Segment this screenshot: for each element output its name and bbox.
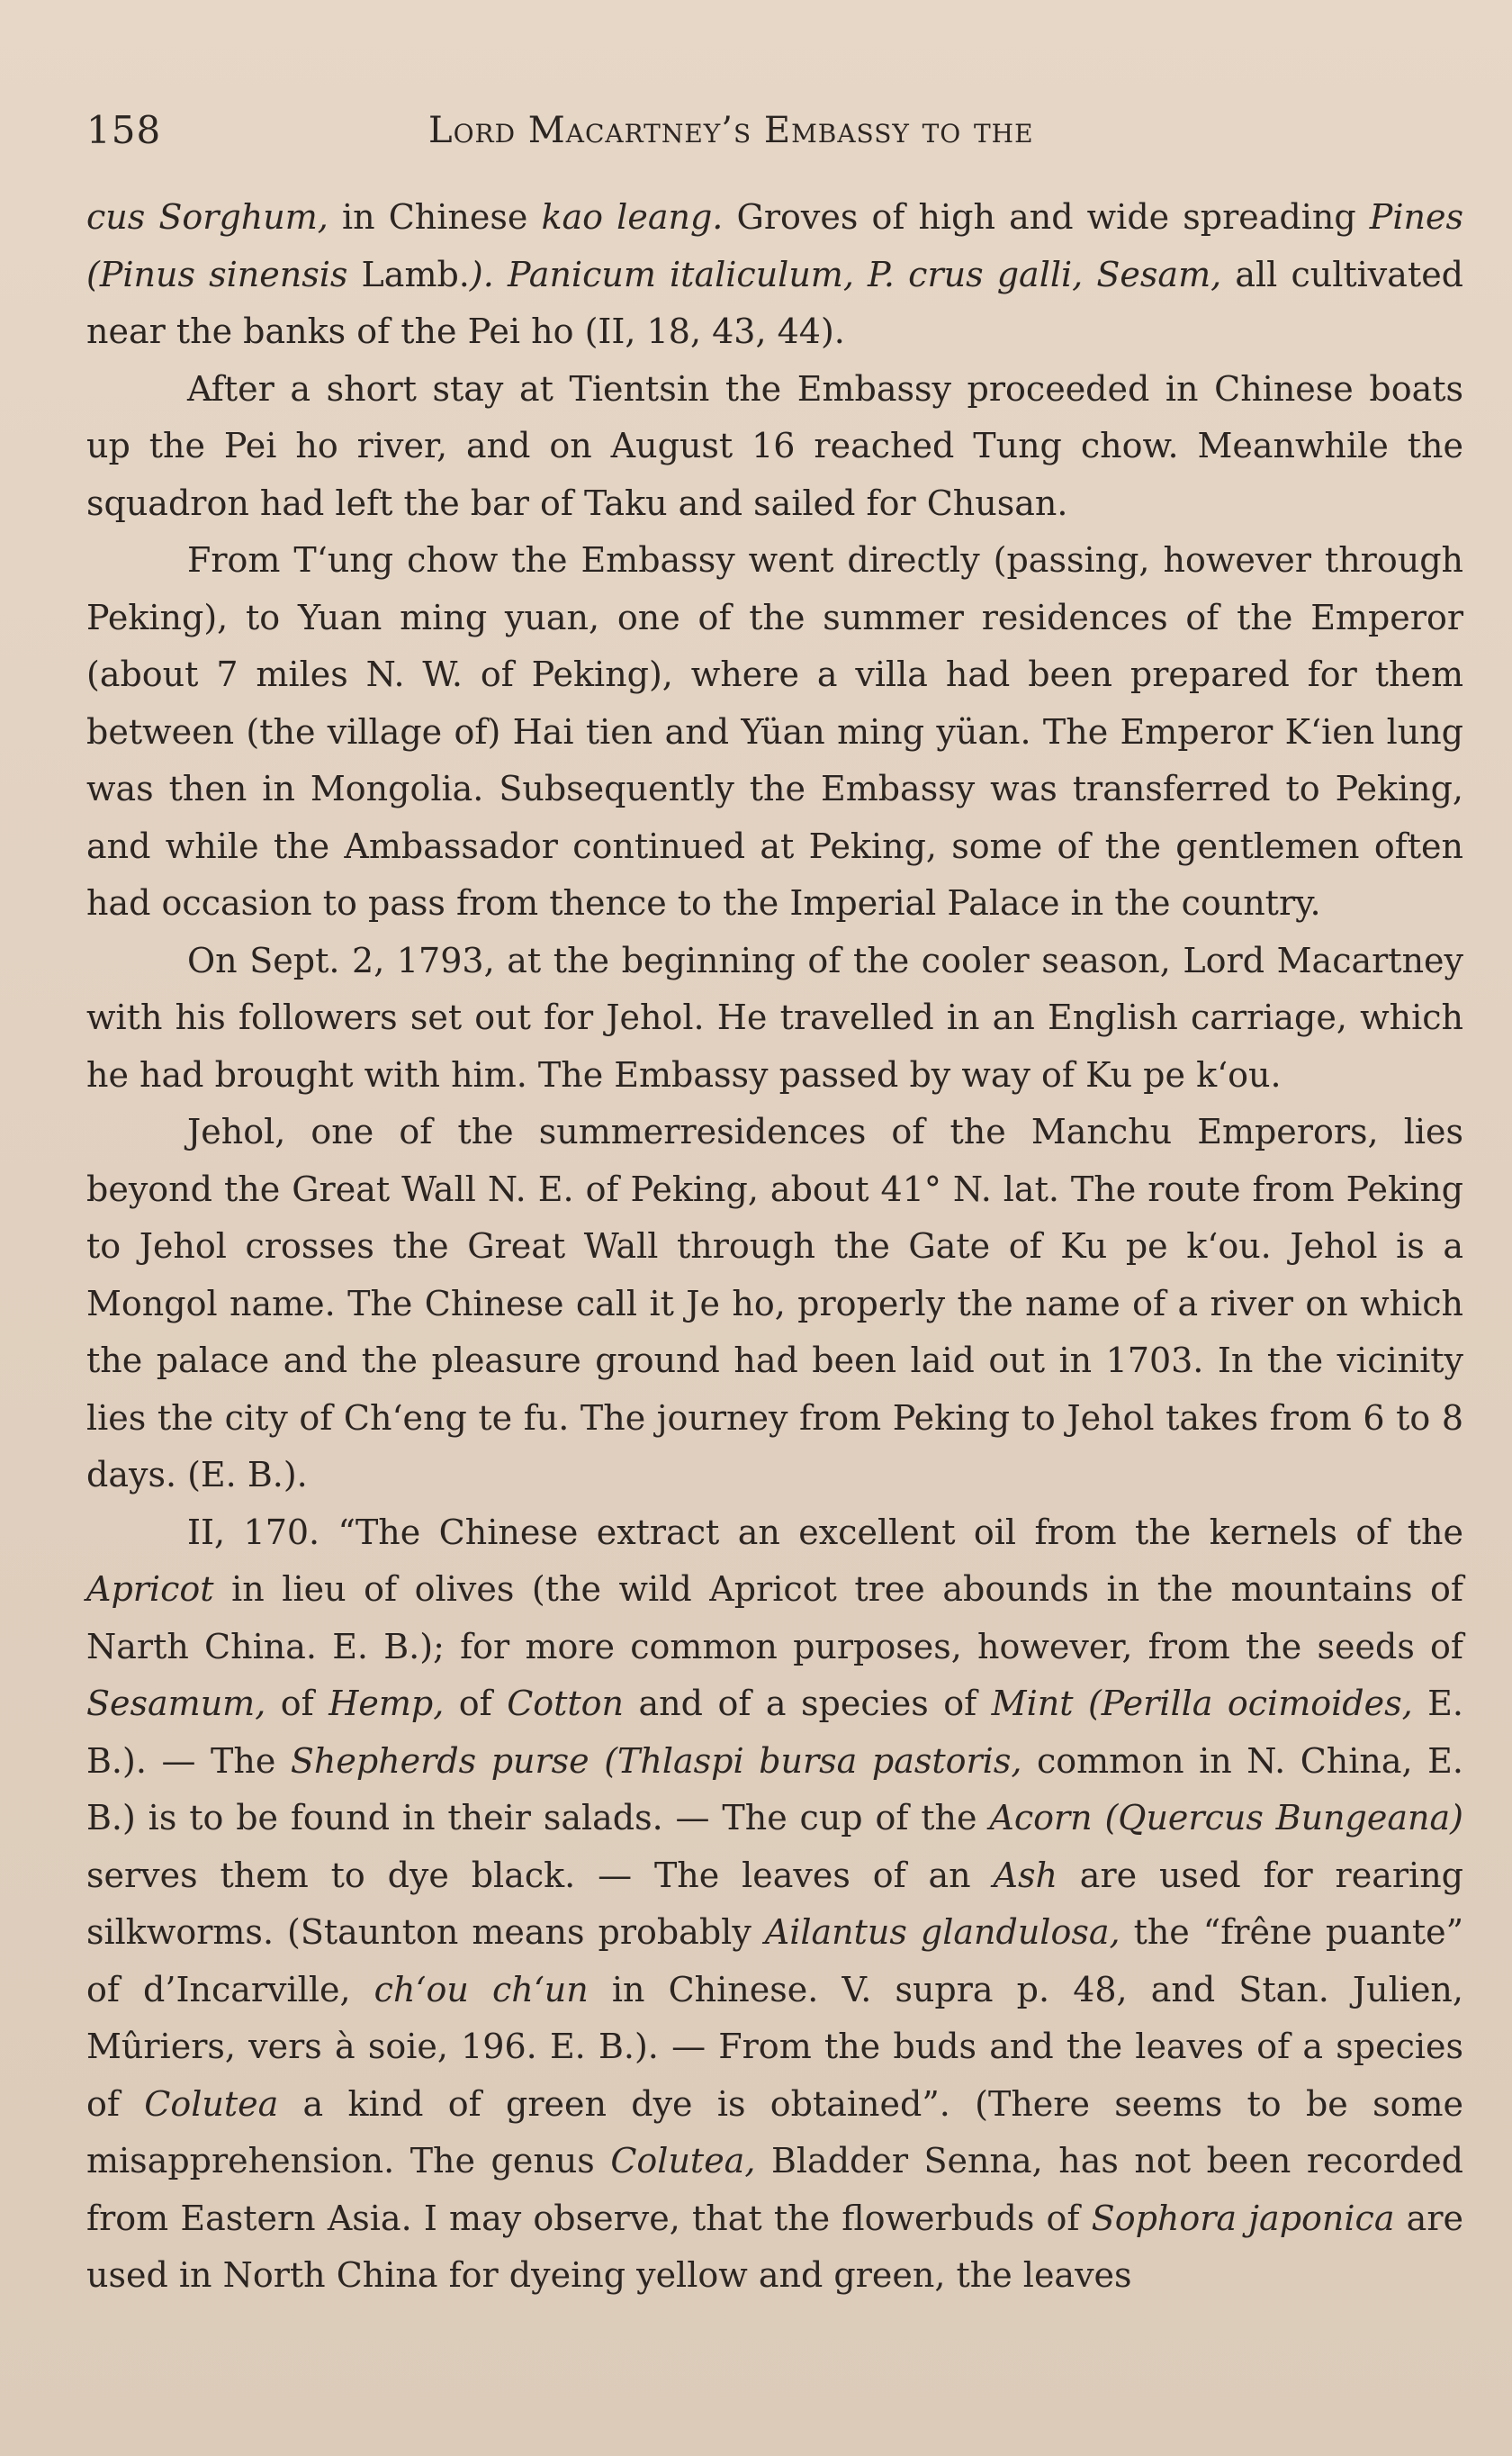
text-segment: in Chinese bbox=[328, 197, 542, 237]
text-segment: From Tʻung chow the Embassy went directly (passing, however through Peking), to Yuan ming yuan, one of the summer residences of the Emperor (about 7 miles N. W. of Peking), where a villa had been prepared for them between (the village of) Hai tien and Yüan ming yüan. The Emperor Kʻien lung was then in Mongolia. Subsequently the Embassy was transferred to Peking, and while the Ambassador continued at Peking, some of the gentlemen often had occasion to pass from thence to the Imperial Palace in the country. bbox=[86, 540, 1463, 923]
italic-text-segment: Pines (Pinus sinensis bbox=[86, 197, 1463, 294]
text-segment: a kind of green dye is obtained”. (There seems to be some misapprehension. The genus bbox=[86, 2083, 1463, 2181]
text-segment: Groves of high and wide spreading bbox=[723, 197, 1370, 237]
body-text bbox=[86, 189, 1463, 2305]
italic-text-segment: chʻou chʻun bbox=[374, 1969, 589, 2009]
italic-text-segment: Sophora japonica bbox=[1091, 2198, 1395, 2238]
text-segment: and of a species of bbox=[624, 1684, 992, 1723]
italic-text-segment: Ash bbox=[993, 1855, 1058, 1895]
text-segment: On Sept. 2, 1793, at the beginning of the cooler season, Lord Macartney with his followers set out for Jehol. He travelled in an English carriage, which he had brought with him. The Embassy passed by way of Ku pe kʻou. bbox=[86, 940, 1463, 1095]
text-segment: of bbox=[444, 1684, 508, 1723]
text-segment: Jehol, one of the summerresidences of the Manchu Emperors, lies beyond the Great Wall N. E. of Peking, about 41° N. lat. The route from Peking to Jehol crosses the Great Wall through the Gate of Ku pe kʻou. Jehol is a Mongol name. The Chinese call it Je ho, properly the name of a river on which the palace and the pleasure ground had been laid out in 1703. In the vicinity lies the city of Chʻeng te fu. The journey from Peking to Jehol takes from 6 to 8 days. (E. B.). bbox=[86, 1112, 1463, 1494]
paragraph-6 bbox=[86, 1504, 1463, 2305]
paragraph-3 bbox=[86, 532, 1463, 933]
italic-text-segment: Mint (Perilla ocimoides, bbox=[991, 1684, 1413, 1723]
italic-text-segment: Acorn (Quercus Bungeana) bbox=[989, 1798, 1463, 1837]
text-segment: in Chinese. V. supra p. 48, and Stan. Julien, Mûriers, vers à soie, 196. E. B.). — From the buds and the leaves of a species of bbox=[86, 1969, 1463, 2124]
text-segment: serves them to dye black. — The leaves of an bbox=[86, 1855, 994, 1895]
page-number: 158 bbox=[86, 108, 162, 152]
paragraph-5 bbox=[86, 1104, 1463, 1504]
text-segment: are used in North China for dyeing yellow and green, the leaves bbox=[86, 2198, 1463, 2295]
italic-text-segment: Hemp, bbox=[328, 1684, 445, 1723]
italic-text-segment: Colutea, bbox=[610, 2141, 756, 2181]
italic-text-segment: Sesamum, bbox=[86, 1684, 266, 1723]
paragraph-2 bbox=[86, 361, 1463, 533]
text-segment: Lamb. bbox=[347, 254, 470, 294]
running-head: Lord Macartney’s Embassy to the bbox=[428, 110, 1034, 151]
text-segment: E. B.). — The bbox=[86, 1684, 1463, 1781]
paragraph-4 bbox=[86, 933, 1463, 1105]
text-segment: common in N. China, E. B.) is to be found in their salads. — The cup of the bbox=[86, 1740, 1464, 1837]
italic-text-segment: Ailantus glandulosa, bbox=[764, 1912, 1120, 1952]
text-segment: After a short stay at Tientsin the Embassy proceeded in Chinese boats up the Pei ho river, and on August 16 reached Tung chow. Meanwhile the squadron had left the bar of Taku and sailed for Chusan. bbox=[86, 368, 1463, 523]
italic-text-segment: ). Panicum italiculum, P. crus galli, Sesam, bbox=[469, 254, 1222, 294]
italic-text-segment: Shepherds purse (Thlaspi bursa pastoris, bbox=[290, 1740, 1022, 1781]
text-segment: Bladder Senna, has not been recorded from Eastern Asia. I may observe, that the flowerbuds of bbox=[86, 2141, 1463, 2238]
text-segment: all cultivated near the banks of the Pei ho (II, 18, 43, 44). bbox=[86, 254, 1464, 351]
text-segment: of bbox=[266, 1684, 329, 1723]
italic-text-segment: Colutea bbox=[144, 2083, 279, 2124]
page-header bbox=[86, 99, 1415, 162]
italic-text-segment: Apricot bbox=[86, 1569, 214, 1609]
text-segment: the “frêne puante” of d’Incarville, bbox=[86, 1912, 1463, 2009]
italic-text-segment: kao leang. bbox=[541, 197, 724, 237]
text-segment: in lieu of olives (the wild Apricot tree abounds in the mountains of Narth China. E. B.); for more common purposes, however, from the seeds of bbox=[86, 1569, 1463, 1666]
text-segment: are used for rearing silkworms. (Staunton means probably bbox=[86, 1855, 1463, 1952]
text-segment: II, 170. “The Chinese extract an excellent oil from the kernels of the bbox=[187, 1512, 1463, 1552]
paragraph-1 bbox=[86, 189, 1463, 361]
italic-text-segment: Cotton bbox=[507, 1684, 625, 1723]
italic-text-segment: cus Sorghum, bbox=[86, 197, 328, 237]
